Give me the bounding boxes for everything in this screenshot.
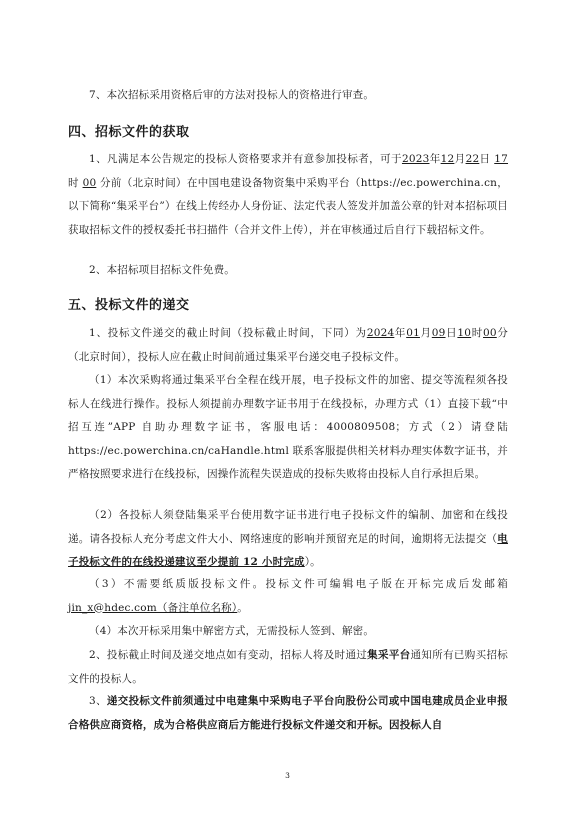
section-5-heading: 五、投标文件的递交 [68, 298, 190, 313]
section-5-item-1-2: （2）各投标人须登陆集采平台使用数字证书进行电子投标文件的编制、加密和在线投递。请各投标人充分考虑文件大小、网络速度的影响并预留充足的时间，逾期将无法提交（电子投标文件的在线投递建议至少提前 12 小时完成）。 [68, 509, 508, 568]
section-5-item-1-1: （1）本次采购将通过集采平台全程在线开展，电子投标文件的加密、提交等流程须各投标人在线进行操作。投标人须提前办理数字证书用于在线投标，办理方式（1）直接下载“中招互连”APP 自助办理数字证书，客服电话：4000809508；方式（2）请登陆 https://ec.powerchina.cn/caHandle.html 联系客服提供相关材料办理实体数字证书，并严格按照要求进行在线投标，因操作流程失误造成的投标失败将由投标人自行承担后果。 [68, 374, 508, 480]
email-link[interactable]: jin_x@hdec.com（备注单位名称） [68, 601, 238, 614]
page-number: 3 [285, 771, 290, 780]
section-4-paragraph-1: 1、凡满足本公告规定的投标人资格要求并有意参加投标者，可于2023年12月22日 17 时 00 分前（北京时间）在中国电建设备物资集中采购平台（https://ec.powerchina.cn，以下简称“集采平台”）在线上传经办人身份证、法定代表人签发并加盖公章的针对本招标项目获取招标文件的授权委托书扫描件（合并文件上传），并在审核通过后自行下载招标文件。 [68, 153, 509, 236]
item-7: 7、本次招标采用资格后审的方法对投标人的资格进行审查。 [89, 89, 375, 101]
section-5-paragraph-2: 2、投标截止时间及递交地点如有变动，招标人将及时通过集采平台通知所有已购买招标文件的投标人。 [68, 649, 508, 685]
section-5-item-1-3: （3）不需要纸质版投标文件。投标文件可编辑电子版在开标完成后发邮箱jin_x@hdec.com（备注单位名称）。 [68, 578, 508, 614]
emphasis-text: 电子投标文件的在线投递建议至少提前 12 小时完成 [68, 532, 508, 568]
section-5-item-1-4: （4）本次开标采用集中解密方式，无需投标人签到、解密。 [89, 625, 375, 637]
section-5-paragraph-1: 1、投标文件递交的截止时间（投标截止时间，下同）为2024年01月09日10时00分（北京时间），投标人应在截止时间前通过集采平台递交电子投标文件。 [68, 327, 509, 363]
section-4-paragraph-2: 2、本招标项目招标文件免费。 [89, 264, 235, 276]
section-4-heading: 四、招标文件的获取 [68, 125, 190, 140]
section-5-paragraph-3: 3、递交投标文件前须通过中电建集中采购电子平台向股份公司或中国电建成员企业申报合格供应商资格，成为合格供应商后方能进行投标文件递交和开标。因投标人自 [68, 695, 508, 731]
